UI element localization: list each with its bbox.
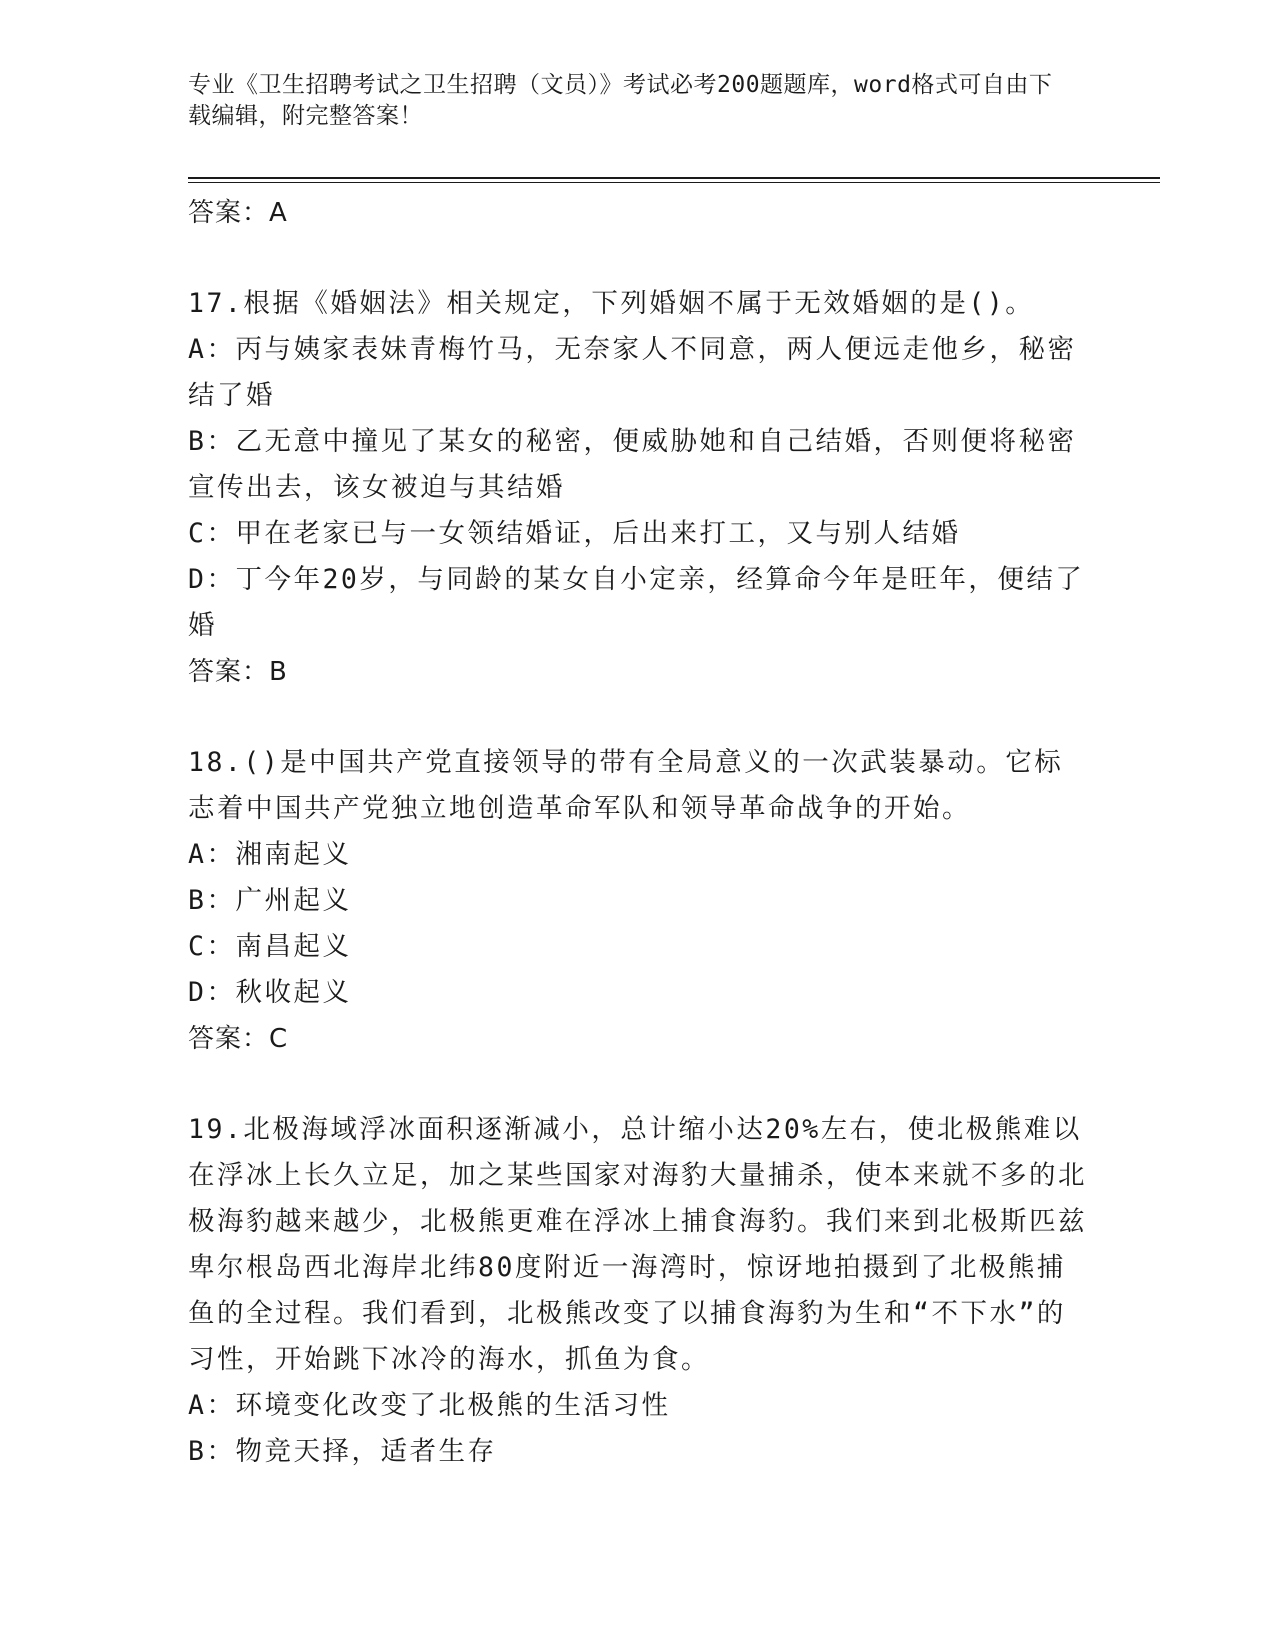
answer-q16: 答案：A xyxy=(188,198,288,228)
option-a: A：环境变化改变了北极熊的生活习性 xyxy=(188,1390,671,1421)
option-d: D：秋收起义 xyxy=(188,977,352,1008)
option-c: C：南昌起义 xyxy=(188,931,352,962)
spacer xyxy=(188,236,1088,281)
header-divider-thin xyxy=(188,182,1160,183)
header-text: 专业《卫生招聘考试之卫生招聘（文员）》考试必考200题题库，word格式可自由下载编辑，附完整答案！ xyxy=(188,72,1053,129)
option-a: A：丙与姨家表妹青梅竹马，无奈家人不同意，两人便远走他乡，秘密结了婚 xyxy=(188,334,1077,411)
option-d: D：丁今年20岁，与同龄的某女自小定亲，经算命今年是旺年，便结了婚 xyxy=(188,564,1085,641)
question-stem: 19.北极海域浮冰面积逐渐减小，总计缩小达20%左右，使北极熊难以在浮冰上长久立足，加之某些国家对海豹大量捕杀，使本来就不多的北极海豹越来越少，北极熊更难在浮冰上捕食海豹。我们来到北极斯匹兹卑尔根岛西北海岸北纬80度附近一海湾时，惊讶地拍摄到了北极熊捕鱼的全过程。我们看到，北极熊改变了以捕食海豹为生和“不下水”的习性，开始跳下冰冷的海水，抓鱼为食。 xyxy=(188,1114,1087,1375)
spacer xyxy=(188,1062,1088,1107)
option-a: A：湘南起义 xyxy=(188,839,352,870)
question-content xyxy=(188,190,1088,1475)
question-stem: 18.()是中国共产党直接领导的带有全局意义的一次武装暴动。它标志着中国共产党独立地创造革命军队和领导革命战争的开始。 xyxy=(188,747,1064,824)
answer-q17: 答案：B xyxy=(188,657,288,687)
answer-q18: 答案：C xyxy=(188,1024,289,1054)
question-17 xyxy=(188,281,1088,695)
question-18 xyxy=(188,740,1088,1062)
spacer xyxy=(188,695,1088,740)
option-c: C：甲在老家已与一女领结婚证，后出来打工，又与别人结婚 xyxy=(188,518,961,549)
option-b: B：乙无意中撞见了某女的秘密，便威胁她和自己结婚，否则便将秘密宣传出去，该女被迫与其结婚 xyxy=(188,426,1077,503)
header-divider-thick xyxy=(188,177,1160,179)
option-b: B：广州起义 xyxy=(188,885,352,916)
question-stem: 17.根据《婚姻法》相关规定，下列婚姻不属于无效婚姻的是()。 xyxy=(188,288,1035,319)
option-b: B：物竞天择，适者生存 xyxy=(188,1436,497,1467)
question-19 xyxy=(188,1107,1088,1475)
document-header xyxy=(188,70,1068,132)
